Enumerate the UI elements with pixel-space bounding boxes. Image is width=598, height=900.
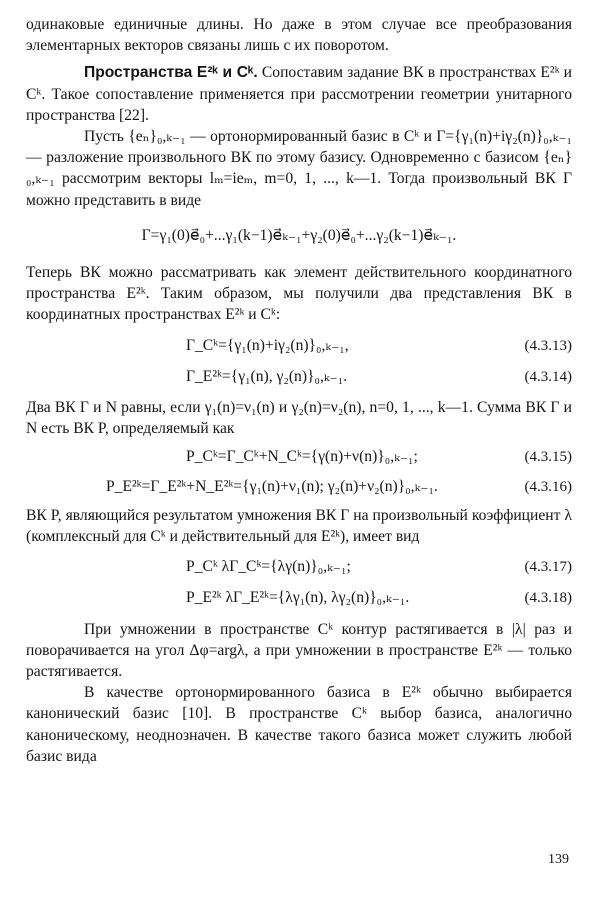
section-heading: Пространства E²ᵏ и Cᵏ. <box>84 64 258 82</box>
equation-expr: P_E²ᵏ=Г_E²ᵏ+N_E²ᵏ={γ₁(n)+ν₁(n); γ₂(n)+ν₂(n)}₀,ₖ₋₁. <box>106 477 438 495</box>
equation-number: (4.3.14) <box>524 368 572 385</box>
paragraph-equality: Два ВК Г и N равны, если γ₁(n)=ν₁(n) и γ₂(n)=ν₂(n), n=0, 1, ..., k—1. Сумма ВК Г и N есть ВК P, определяемый как <box>26 399 572 438</box>
equation-main <box>26 225 572 246</box>
equation-expr: P_Cᵏ λГ_Cᵏ={λγ(n)}₀,ₖ₋₁; <box>186 558 351 576</box>
equation-4-3-16 <box>26 476 572 498</box>
equation-number: (4.3.18) <box>524 590 572 607</box>
equation-4-3-13 <box>26 335 572 357</box>
equation-4-3-15 <box>26 446 572 468</box>
paragraph-canonical: В качестве ортонормированного базиса в E²ᵏ обычно выбирается канонический базис [10]. В пространстве Cᵏ выбор базиса, аналогично каноническому, неоднозначен. В качестве такого базиса может служить любой базис вида <box>26 684 572 765</box>
equation-main-expr: Г=γ₁(0)e⃗₀+...γ₁(k−1)e⃗ₖ₋₁+γ₂(0)e⃗₀+...γ₂(k−1)e⃗ₖ₋₁. <box>141 226 457 244</box>
paragraph-spaces <box>26 62 572 126</box>
equation-4-3-14 <box>26 366 572 388</box>
equation-number: (4.3.16) <box>524 478 572 495</box>
paragraph-coordinate: Теперь ВК можно рассматривать как элемент действительного координатного пространства E²ᵏ. Таким образом, мы получили два представления ВК в координатных пространствах E²ᵏ и Cᵏ: <box>26 264 572 324</box>
equation-number: (4.3.13) <box>524 337 572 354</box>
paragraph-spaces-text: Сопоставим задание ВК в пространствах E²ᵏ и Cᵏ. Такое сопоставление применяется при рассмотрении геометрии унитарного пространства [22]. <box>26 64 572 124</box>
equation-4-3-18 <box>26 587 572 609</box>
equation-expr: Г_Cᵏ={γ₁(n)+iγ₂(n)}₀,ₖ₋₁, <box>186 336 349 354</box>
equation-number: (4.3.17) <box>524 559 572 576</box>
equation-expr: P_E²ᵏ λГ_E²ᵏ={λγ₁(n), λγ₂(n)}₀,ₖ₋₁. <box>186 589 410 607</box>
paragraph-stretch: При умножении в пространстве Cᵏ контур растягивается в |λ| раз и поворачивается на угол Δφ=argλ, а при умножении в пространстве E²ᵏ — только растягивается. <box>26 620 572 681</box>
page-body <box>26 14 572 767</box>
paragraph-basis: Пусть {eₙ}₀,ₖ₋₁ — ортонормированный базис в Cᵏ и Г={γ₁(n)+iγ₂(n)}₀,ₖ₋₁ — разложение произвольного ВК по этому базису. Одновременно с базисом {eₙ}₀,ₖ₋₁ рассмотрим векторы lₘ=ieₘ, m=0, 1, ..., k—1. Тогда произвольный ВК Г можно представить в виде <box>26 128 572 209</box>
equation-number: (4.3.15) <box>524 449 572 466</box>
page-number: 139 <box>548 852 569 867</box>
equation-4-3-17 <box>26 556 572 578</box>
equation-expr: P_Cᵏ=Г_Cᵏ+N_Cᵏ={γ(n)+ν(n)}₀,ₖ₋₁; <box>186 448 418 466</box>
equation-expr: Г_E²ᵏ={γ₁(n), γ₂(n)}₀,ₖ₋₁. <box>186 367 348 385</box>
paragraph-multiplication: ВК P, являющийся результатом умножения ВК Г на произвольный коэффициент λ (комплексный для Cᵏ и действительный для E²ᵏ), имеет вид <box>26 506 572 546</box>
paragraph-1: одинаковые единичные длины. Но даже в этом случае все преобразования элементарных векторов связаны лишь с их поворотом. <box>26 16 572 55</box>
